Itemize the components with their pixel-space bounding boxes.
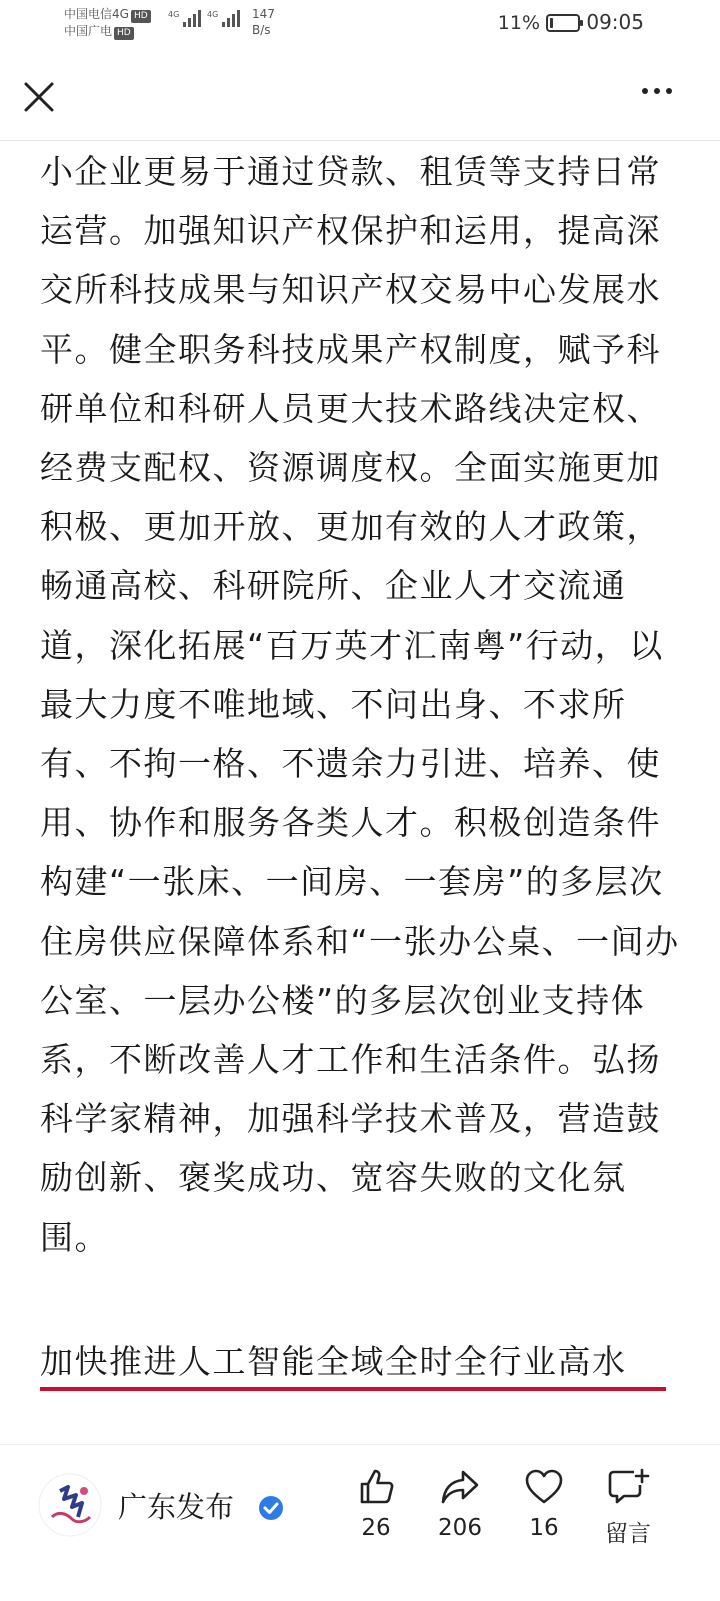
battery-icon: [546, 14, 580, 32]
hd-badge: HD: [114, 27, 134, 40]
publisher-avatar[interactable]: [38, 1473, 102, 1537]
share-icon: [440, 1467, 480, 1507]
bottom-bar: [0, 1444, 720, 1601]
comment-add-icon: [606, 1467, 650, 1507]
battery-indicator: [498, 12, 580, 34]
comment-label: 留言: [605, 1521, 651, 1547]
carrier-info: [64, 6, 151, 40]
like-button[interactable]: [336, 1467, 416, 1541]
heart-icon: [524, 1467, 564, 1507]
network-speed: 147 B/s: [252, 7, 275, 37]
signal-icon: 4G: [207, 10, 240, 27]
section-heading: 加快推进人工智能全域全时全行业高水: [40, 1337, 666, 1391]
carrier-1: 中国电信4G: [64, 7, 129, 21]
status-bar: [0, 0, 720, 50]
carrier-2: 中国广电: [64, 24, 113, 38]
thumbs-up-icon: [356, 1467, 396, 1507]
top-bar: [0, 50, 720, 141]
favorite-button[interactable]: [504, 1467, 584, 1541]
verified-icon: [258, 1495, 284, 1521]
share-count: 206: [438, 1515, 482, 1541]
more-icon[interactable]: [642, 88, 672, 94]
comment-button[interactable]: [588, 1467, 668, 1548]
favorite-count: 16: [529, 1515, 559, 1541]
signal-icon: 4G: [168, 10, 201, 27]
clock: 09:05: [586, 10, 644, 34]
battery-percent: 11%: [497, 12, 540, 34]
article-paragraph: 小企业更易于通过贷款、租赁等支持日常运营。加强知识产权保护和运用，提高深交所科技成果与知识产权交易中心发展水平。健全职务科技成果产权制度，赋予科研单位和科研人员更大技术路线决定权、经费支配权、资源调度权。全面实施更加积极、更加开放、更加有效的人才政策，畅通高校、科研院所、企业人才交流通道，深化拓展“百万英才汇南粤”行动，以最大力度不唯地域、不问出身、不求所有、不拘一格、不遗余力引进、培养、使用、协作和服务各类人才。积极创造条件构建“一张床、一间房、一套房”的多层次住房供应保障体系和“一张办公桌、一间办公室、一层办公楼”的多层次创业支持体系，不断改善人才工作和生活条件。弘扬科学家精神，加强科学技术普及，营造鼓励创新、褒奖成功、宽容失败的文化氛围。: [40, 152, 680, 1257]
publisher-name[interactable]: 广东发布: [118, 1490, 235, 1524]
like-count: 26: [361, 1515, 391, 1541]
close-icon[interactable]: [22, 80, 56, 114]
article-content: [40, 142, 680, 1444]
share-button[interactable]: [420, 1467, 500, 1541]
hd-badge: HD: [131, 10, 151, 23]
